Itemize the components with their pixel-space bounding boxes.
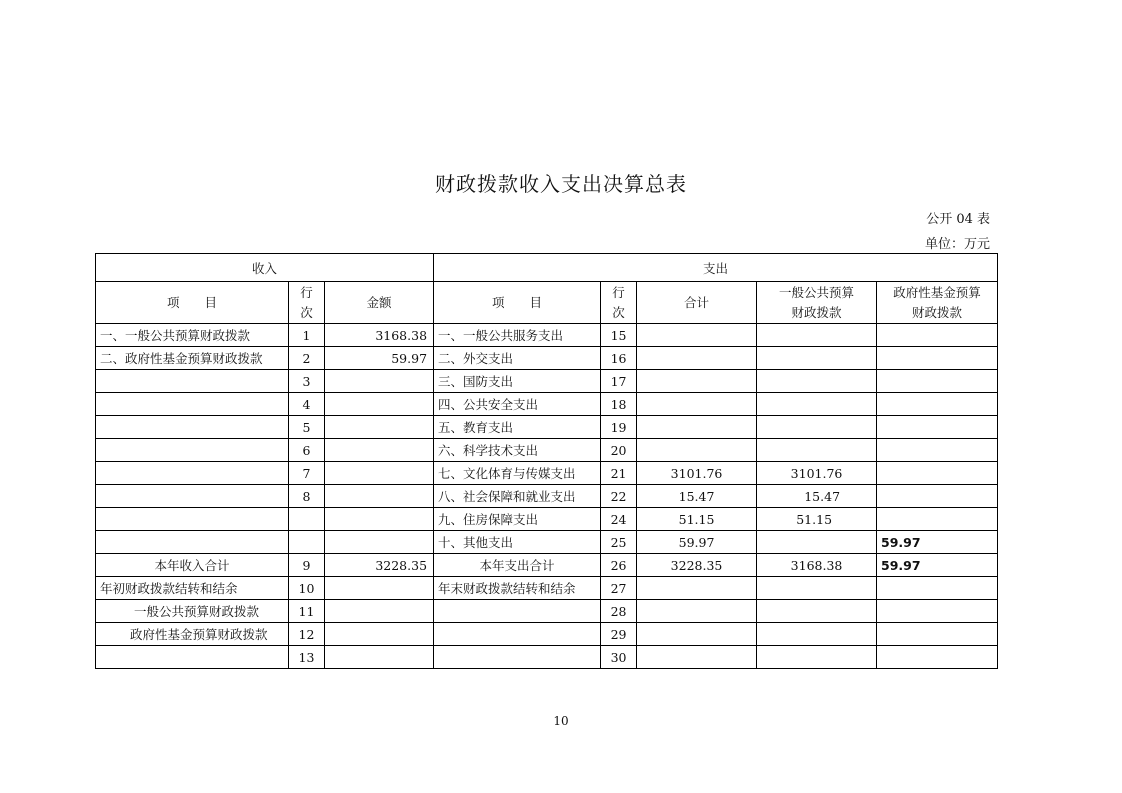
income-amount — [325, 577, 434, 600]
general-budget-amount — [757, 439, 877, 462]
total-amount — [637, 393, 757, 416]
expense-row-no: 25 — [601, 531, 637, 554]
gov-fund-amount — [877, 393, 998, 416]
row-no-header-line1: 行 — [300, 284, 313, 300]
income-item — [96, 393, 289, 416]
gov-fund-amount — [877, 324, 998, 347]
general-budget-amount — [757, 577, 877, 600]
total-amount — [637, 324, 757, 347]
header-row-columns — [96, 282, 998, 324]
income-amount — [325, 370, 434, 393]
income-row-no: 2 — [289, 347, 325, 370]
income-item-header — [96, 282, 289, 324]
expense-row-no: 27 — [601, 577, 637, 600]
total-amount — [637, 646, 757, 669]
table-row — [96, 324, 998, 347]
income-row-no: 5 — [289, 416, 325, 439]
income-row-no: 13 — [289, 646, 325, 669]
expense-row-no: 24 — [601, 508, 637, 531]
expense-item: 七、文化体育与传媒支出 — [434, 462, 601, 485]
total-amount — [637, 600, 757, 623]
expense-row-no: 26 — [601, 554, 637, 577]
table-row — [96, 623, 998, 646]
expense-section-header: 支出 — [434, 254, 998, 282]
general-budget-amount — [757, 600, 877, 623]
gov-fund-header-line1: 政府性基金预算 — [893, 284, 981, 300]
income-amount — [325, 600, 434, 623]
gov-fund-amount — [877, 623, 998, 646]
total-amount: 3101.76 — [637, 462, 757, 485]
expense-row-no: 28 — [601, 600, 637, 623]
income-row-no-header — [289, 282, 325, 324]
table-row — [96, 646, 998, 669]
general-budget-amount — [757, 416, 877, 439]
general-budget-amount: 51.15 — [757, 508, 877, 531]
total-header: 合计 — [637, 282, 757, 324]
income-row-no: 8 — [289, 485, 325, 508]
income-item — [96, 370, 289, 393]
income-item — [96, 508, 289, 531]
table-row — [96, 508, 998, 531]
report-table — [95, 253, 998, 669]
row-no-header-line2: 次 — [612, 304, 625, 320]
expense-item — [434, 600, 601, 623]
expense-item: 九、住房保障支出 — [434, 508, 601, 531]
income-amount — [325, 508, 434, 531]
expense-row-no: 18 — [601, 393, 637, 416]
table-row — [96, 600, 998, 623]
total-amount — [637, 347, 757, 370]
gov-fund-amount — [877, 462, 998, 485]
table-row — [96, 439, 998, 462]
page-number: 10 — [553, 714, 569, 728]
income-row-no: 11 — [289, 600, 325, 623]
general-budget-amount — [757, 531, 877, 554]
total-amount: 59.97 — [637, 531, 757, 554]
income-row-no — [289, 531, 325, 554]
total-amount — [637, 577, 757, 600]
expense-row-no: 22 — [601, 485, 637, 508]
income-item: 本年收入合计 — [96, 554, 289, 577]
income-item: 二、政府性基金预算财政拨款 — [96, 347, 289, 370]
income-item: 一般公共预算财政拨款 — [96, 600, 289, 623]
gov-fund-amount: 59.97 — [877, 554, 998, 577]
expense-row-no: 20 — [601, 439, 637, 462]
total-amount: 15.47 — [637, 485, 757, 508]
income-row-no: 4 — [289, 393, 325, 416]
income-item-header-text: 项 目 — [166, 294, 217, 310]
total-amount: 3228.35 — [637, 554, 757, 577]
table-title: 财政拨款收入支出决算总表 — [435, 172, 687, 196]
expense-row-no: 30 — [601, 646, 637, 669]
total-amount: 51.15 — [637, 508, 757, 531]
general-budget-header-line1: 一般公共预算 — [779, 284, 855, 300]
income-item — [96, 646, 289, 669]
table-row — [96, 485, 998, 508]
income-amount — [325, 485, 434, 508]
expense-item: 一、一般公共服务支出 — [434, 324, 601, 347]
general-budget-header-line2: 财政拨款 — [791, 304, 842, 320]
gov-fund-amount — [877, 508, 998, 531]
expense-item: 三、国防支出 — [434, 370, 601, 393]
general-budget-amount — [757, 646, 877, 669]
expense-item: 二、外交支出 — [434, 347, 601, 370]
income-amount — [325, 439, 434, 462]
expense-row-no: 29 — [601, 623, 637, 646]
expense-item-header-text: 项 目 — [492, 294, 543, 310]
income-amount — [325, 393, 434, 416]
income-item: 年初财政拨款结转和结余 — [96, 577, 289, 600]
expense-row-no: 21 — [601, 462, 637, 485]
general-budget-amount: 3101.76 — [757, 462, 877, 485]
total-amount — [637, 370, 757, 393]
expense-item-header — [434, 282, 601, 324]
gov-fund-amount — [877, 646, 998, 669]
income-section-header: 收入 — [96, 254, 434, 282]
expense-row-no: 17 — [601, 370, 637, 393]
table-row — [96, 347, 998, 370]
table-row — [96, 393, 998, 416]
row-no-header-line2: 次 — [300, 304, 313, 320]
gov-fund-amount — [877, 485, 998, 508]
total-amount — [637, 623, 757, 646]
expense-row-no: 16 — [601, 347, 637, 370]
income-row-no: 1 — [289, 324, 325, 347]
table-row — [96, 416, 998, 439]
income-row-no: 9 — [289, 554, 325, 577]
income-row-no: 7 — [289, 462, 325, 485]
income-amount — [325, 462, 434, 485]
gov-fund-amount: 59.97 — [877, 531, 998, 554]
income-amount: 3228.35 — [325, 554, 434, 577]
income-item — [96, 462, 289, 485]
income-row-no: 12 — [289, 623, 325, 646]
income-row-no: 10 — [289, 577, 325, 600]
expense-item: 六、科学技术支出 — [434, 439, 601, 462]
gov-fund-header-line2: 财政拨款 — [912, 304, 963, 320]
general-budget-amount — [757, 393, 877, 416]
total-amount — [637, 439, 757, 462]
gov-fund-amount — [877, 416, 998, 439]
gov-fund-amount — [877, 347, 998, 370]
expense-item: 本年支出合计 — [434, 554, 601, 577]
income-item — [96, 439, 289, 462]
table-row — [96, 462, 998, 485]
expense-item: 四、公共安全支出 — [434, 393, 601, 416]
general-budget-amount: 3168.38 — [757, 554, 877, 577]
income-row-no — [289, 508, 325, 531]
table-row — [96, 370, 998, 393]
general-budget-header — [757, 282, 877, 324]
table-row — [96, 531, 998, 554]
unit-label: 单位：万元 — [924, 237, 990, 252]
expense-row-no: 15 — [601, 324, 637, 347]
gov-fund-header — [877, 282, 998, 324]
expense-item: 八、社会保障和就业支出 — [434, 485, 601, 508]
table-row-subtotal — [96, 554, 998, 577]
income-amount-header: 金额 — [325, 282, 434, 324]
expense-row-no: 19 — [601, 416, 637, 439]
income-amount — [325, 531, 434, 554]
header-row-sections — [96, 254, 998, 282]
general-budget-amount: 15.47 — [757, 485, 877, 508]
general-budget-amount — [757, 623, 877, 646]
general-budget-amount — [757, 324, 877, 347]
gov-fund-amount — [877, 370, 998, 393]
table-row — [96, 577, 998, 600]
general-budget-amount — [757, 370, 877, 393]
income-item — [96, 485, 289, 508]
income-amount: 3168.38 — [325, 324, 434, 347]
expense-item: 五、教育支出 — [434, 416, 601, 439]
form-number: 公开 04 表 — [926, 212, 990, 227]
total-amount — [637, 416, 757, 439]
income-row-no: 6 — [289, 439, 325, 462]
row-no-header-line1: 行 — [612, 284, 625, 300]
income-item: 一、一般公共预算财政拨款 — [96, 324, 289, 347]
general-budget-amount — [757, 347, 877, 370]
expense-row-no-header — [601, 282, 637, 324]
gov-fund-amount — [877, 577, 998, 600]
expense-item: 十、其他支出 — [434, 531, 601, 554]
income-item: 政府性基金预算财政拨款 — [96, 623, 289, 646]
income-amount — [325, 416, 434, 439]
income-amount — [325, 646, 434, 669]
expense-item — [434, 623, 601, 646]
income-row-no: 3 — [289, 370, 325, 393]
gov-fund-amount — [877, 600, 998, 623]
income-amount — [325, 623, 434, 646]
income-amount: 59.97 — [325, 347, 434, 370]
expense-item: 年末财政拨款结转和结余 — [434, 577, 601, 600]
expense-item — [434, 646, 601, 669]
income-item — [96, 531, 289, 554]
gov-fund-amount — [877, 439, 998, 462]
income-item — [96, 416, 289, 439]
